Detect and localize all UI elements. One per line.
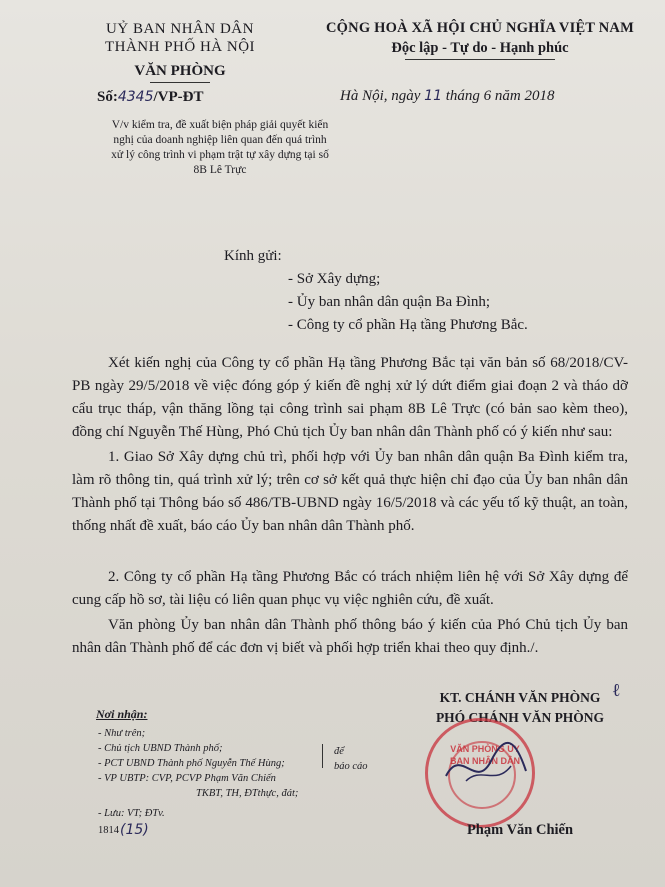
de-bao-cao <box>334 744 368 774</box>
body-paragraph-1 <box>72 352 628 444</box>
agency-office: VĂN PHÒNG <box>134 63 226 79</box>
date-mid: tháng <box>445 88 480 104</box>
noi-nhan-item: - PCT UBND Thành phố Nguyễn Thế Hùng; <box>98 758 285 769</box>
paragraph-text: 1. Giao Sở Xây dựng chủ trì, phối hợp với Ủy ban nhân dân quận Ba Đình kiểm tra, làm rõ thông tin, quá trình xử lý; trên cơ sở kết quả thực hiện chỉ đạo của Ủy ban nhân dân Thành phố tại Thông báo số 486/TB-UBND ngày 16/5/2018 và các yếu tố kỹ thuật, an toàn, thống nhất đề xuất, báo cáo Ủy ban nhân dân Thành phố. <box>72 449 628 534</box>
motto-underline <box>405 59 555 60</box>
national-title: CỘNG HOÀ XÃ HỘI CHỦ NGHĨA VIỆT NAM <box>326 20 634 36</box>
signature-scribble-icon <box>436 736 536 796</box>
date-month: 6 <box>483 88 492 104</box>
noi-nhan-item: TKBT, TH, ĐTthực, đát; <box>196 788 299 799</box>
docnum-prefix: Số: <box>97 89 118 105</box>
handwritten-tick-icon: ℓ <box>612 680 621 700</box>
noi-nhan-item: - VP UBTP: CVP, PCVP Phạm Văn Chiến <box>98 773 276 784</box>
agency-line2: THÀNH PHỐ HÀ NỘI <box>104 39 256 55</box>
noi-nhan-item: - Như trên; <box>98 728 146 739</box>
de-label: để <box>334 746 344 757</box>
document-number <box>97 89 203 106</box>
paragraph-text: 2. Công ty cổ phần Hạ tầng Phương Bắc có trách nhiệm liên hệ với Sở Xây dựng để cung cấp hồ sơ, tài liệu có liên quan phục vụ việc nghiên cứu, đề xuất. <box>72 569 628 608</box>
noi-nhan-item: 1814 <box>98 825 119 836</box>
recipient-item: - Ủy ban nhân dân quận Ba Đình; <box>288 294 491 310</box>
docnum-handwritten: 4345 <box>117 89 154 105</box>
bracket-line <box>322 744 323 768</box>
agency-header <box>60 20 300 83</box>
noi-nhan-item: - Chủ tịch UBND Thành phố; <box>98 743 223 754</box>
paragraph-text: Xét kiến nghị của Công ty cổ phần Hạ tầng Phương Bắc tại văn bản số 68/2018/CV-PB ngày 29/5/2018 về việc đóng góp ý kiến đề nghị xử lý dứt điểm giai đoạn 2 và tháo dỡ cẩu trục tháp, vận thăng lồng tại công trình sai phạm 8B Lê Trực (có bản sao kèm theo), đồng chí Nguyễn Thế Hùng, Phó Chủ tịch Ủy ban nhân dân Thành phố có ý kiến như sau: <box>72 355 628 440</box>
document-date <box>340 88 555 105</box>
bao-cao-label: báo cáo <box>334 761 368 772</box>
stamp-text: VĂN PHÒNG ỦY BAN NHÂN DÂN <box>450 744 520 766</box>
paragraph-text: Văn phòng Ủy ban nhân dân Thành phố thông báo ý kiến của Phó Chủ tịch Ủy ban nhân dân Thành phố để các đơn vị biết và phối hợp triển khai theo quy định./. <box>72 617 628 656</box>
body-paragraph-3 <box>72 566 628 612</box>
signature-title-2: PHÓ CHÁNH VĂN PHÒNG <box>435 710 605 725</box>
kinh-gui-label: Kính gửi: <box>224 248 282 264</box>
date-prefix: Hà Nội, ngày <box>340 88 421 104</box>
signer-name: Phạm Văn Chiến <box>466 822 574 838</box>
noi-nhan-item: - Lưu: VT; ĐTv. <box>98 808 165 819</box>
handwritten-note: (15) <box>120 822 149 838</box>
docnum-suffix: /VP-ĐT <box>153 89 204 105</box>
date-suffix: năm 2018 <box>494 88 555 104</box>
agency-underline <box>150 82 210 83</box>
signature-title-1: KT. CHÁNH VĂN PHÒNG <box>439 690 601 705</box>
agency-line1: UỶ BAN NHÂN DÂN <box>106 21 254 37</box>
noi-nhan-title: Nơi nhận: <box>96 707 148 721</box>
date-day: 11 <box>424 88 442 104</box>
recipient-item: - Sở Xây dựng; <box>288 271 381 287</box>
body-paragraph-4 <box>72 614 628 660</box>
recipient-item: - Công ty cổ phần Hạ tầng Phương Bắc. <box>288 317 528 333</box>
national-motto: Độc lập - Tự do - Hạnh phúc <box>391 40 569 56</box>
document-subject: V/v kiểm tra, đề xuất biện pháp giải quyết kiến nghị của doanh nghiệp liên quan đến quá trình xử lý công trình vi phạm trật tự xây dựng tại số 8B Lê Trực <box>111 119 329 176</box>
body-paragraph-2 <box>72 446 628 538</box>
national-header <box>300 20 660 60</box>
